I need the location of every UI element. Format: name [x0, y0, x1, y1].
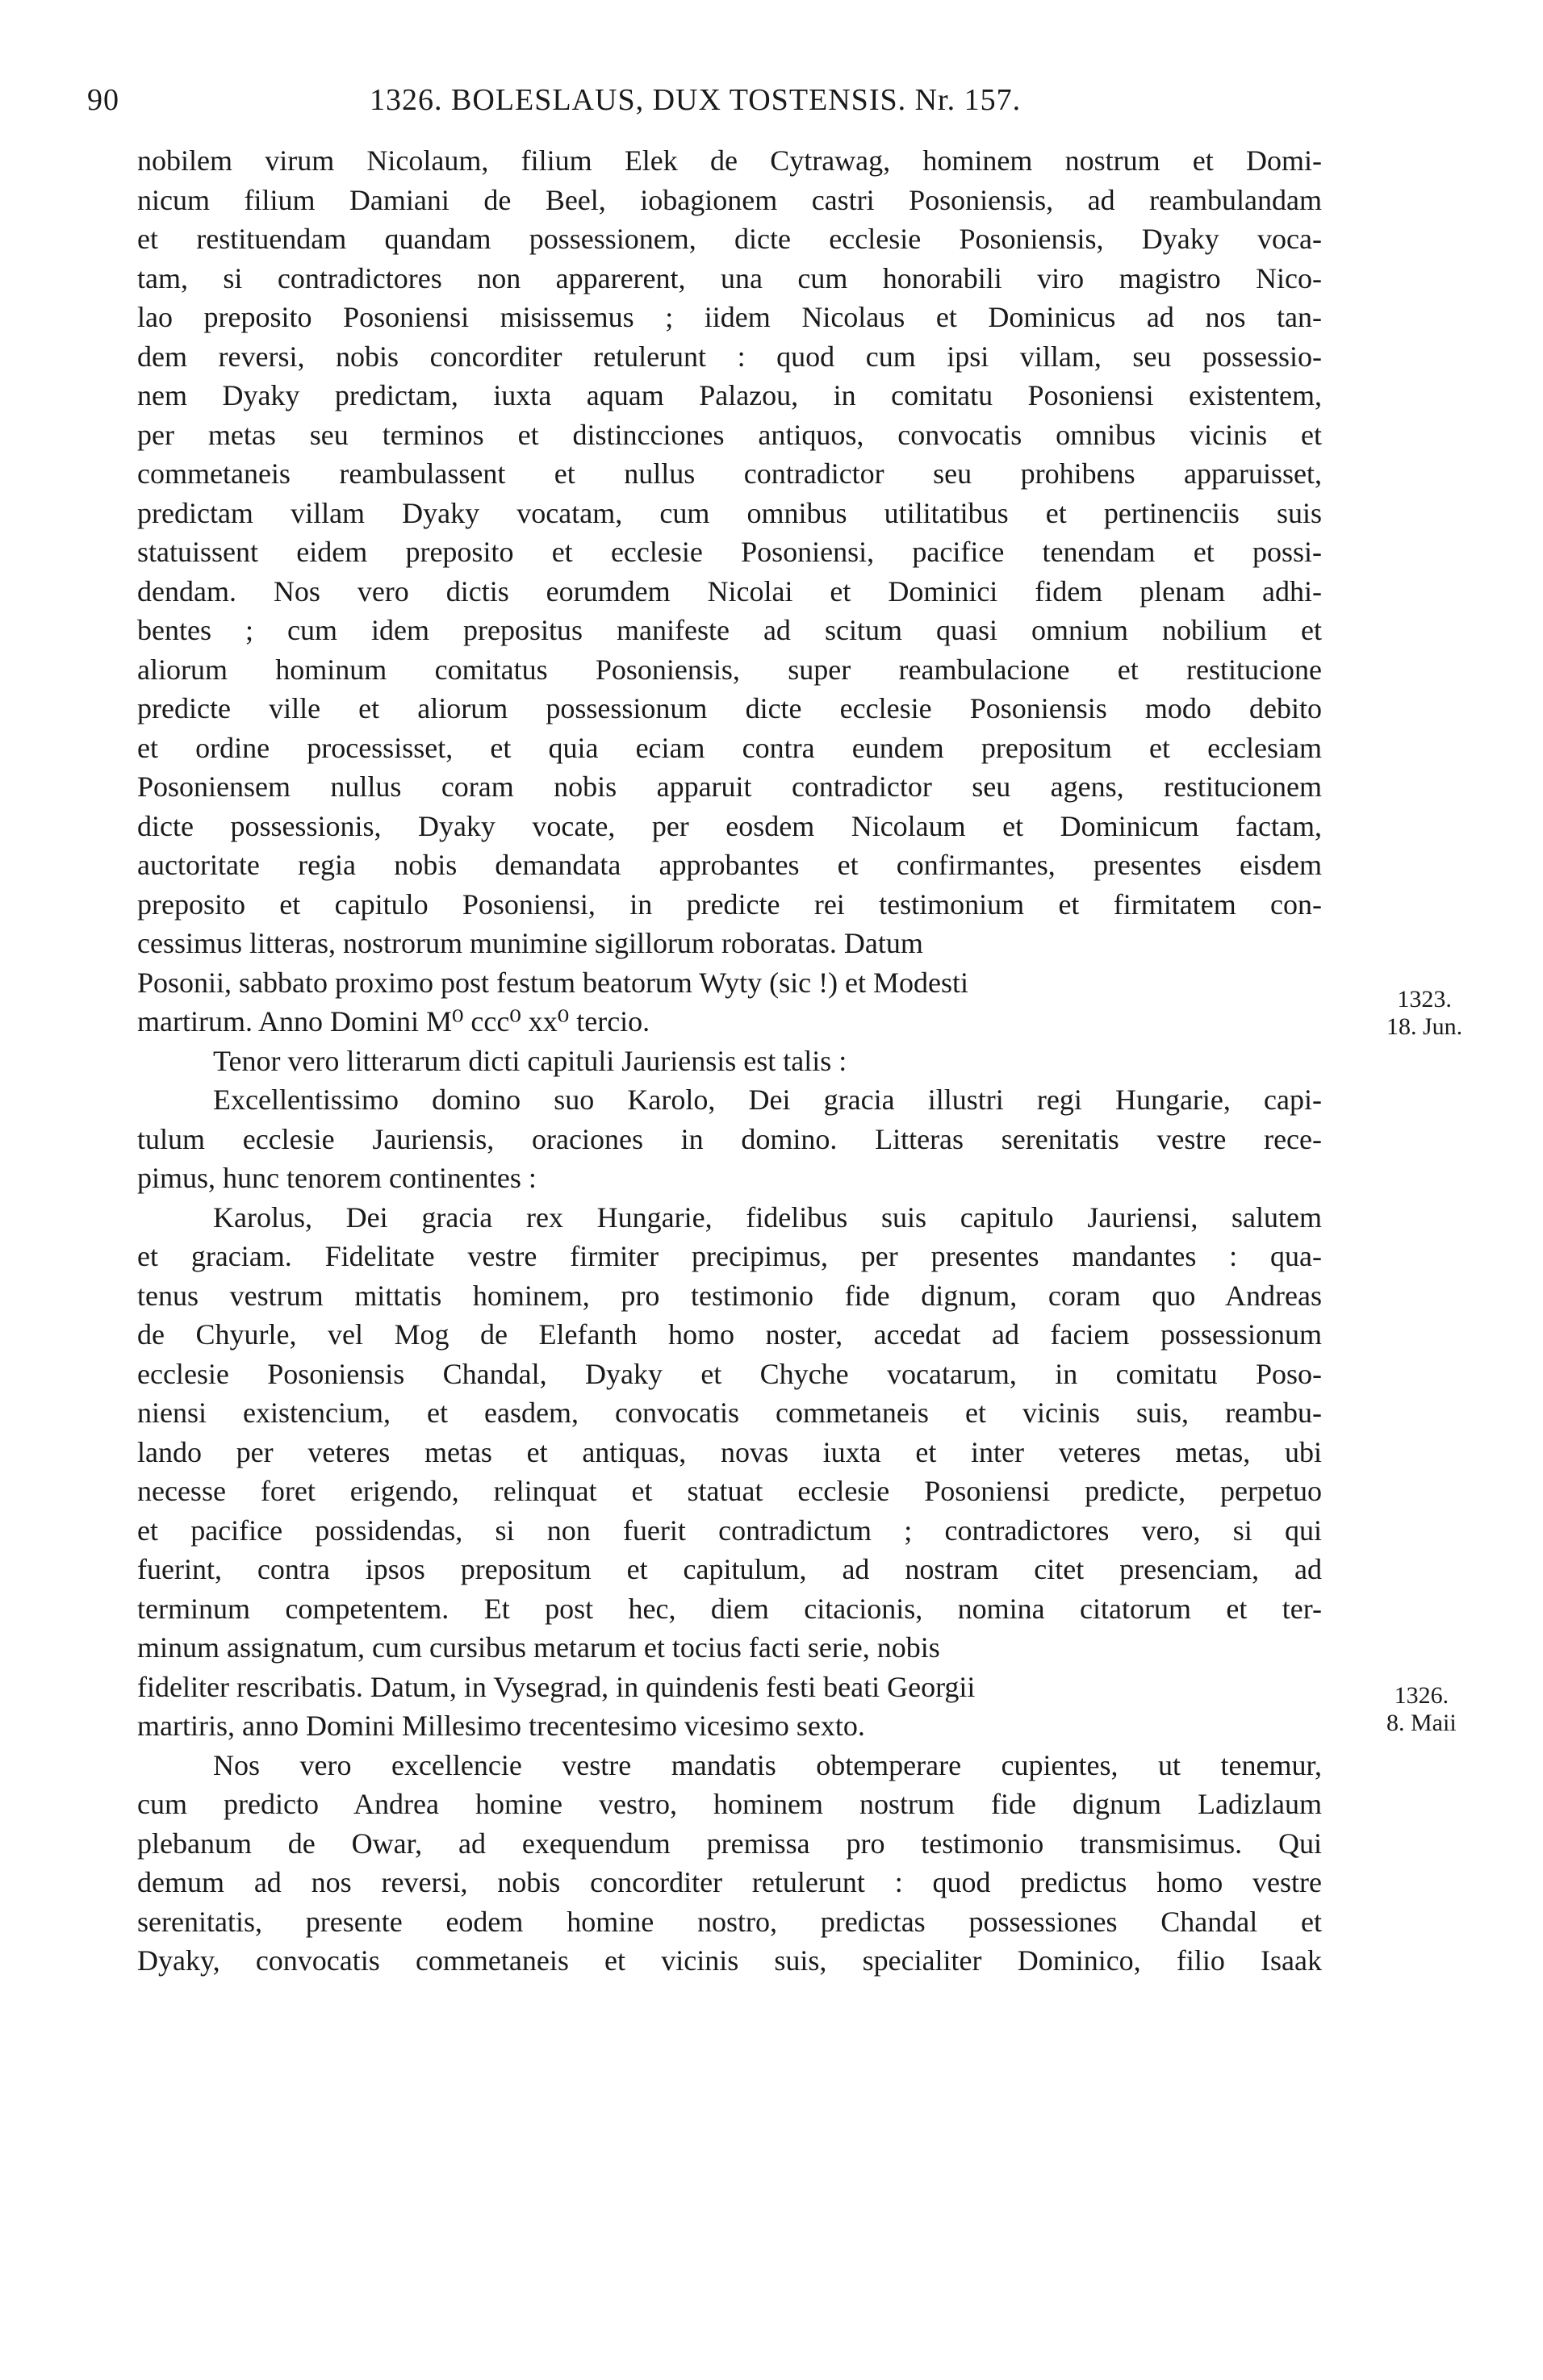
text-line: predicte ville et aliorum possessionum dicte ecclesie Posoniensis modo debito: [137, 692, 1322, 724]
text-line: terminum competentem. Et post hec, diem citacionis, nomina citatorum et ter-: [137, 1592, 1322, 1625]
margin-date-note: [1386, 1682, 1457, 1737]
text-line: Tenor vero litterarum dicti capituli Jauriensis est talis :: [213, 1044, 847, 1077]
text-line: lando per veteres metas et antiquas, novas iuxta et inter veteres metas, ubi: [137, 1435, 1322, 1468]
page-number: 90: [87, 83, 119, 117]
text-line: tulum ecclesie Jauriensis, oraciones in domino. Litteras serenitatis vestre rece-: [137, 1122, 1322, 1155]
text-line: cum predicto Andrea homine vestro, hominem nostrum fide dignum Ladizlaum: [137, 1788, 1322, 1820]
text-line: et pacifice possidendas, si non fuerit contradictum ; contradictores vero, si qui: [137, 1514, 1322, 1547]
document-body: [137, 141, 1322, 1981]
text-line: fuerint, contra ipsos prepositum et capitulum, ad nostram citet presenciam, ad: [137, 1553, 1322, 1585]
text-line: Posoniensem nullus coram nobis apparuit contradictor seu agens, restitucionem: [137, 770, 1322, 803]
text-line: niensi existencium, et easdem, convocatis commetaneis et vicinis suis, reambu-: [137, 1397, 1322, 1429]
text-line: nicum filium Damiani de Beel, iobagionem castri Posoniensis, ad reambulandam: [137, 183, 1322, 216]
text-line: tam, si contradictores non apparerent, una cum honorabili viro magistro Nico-: [137, 261, 1322, 294]
text-line: de Chyurle, vel Mog de Elefanth homo noster, accedat ad faciem possessionum: [137, 1318, 1322, 1351]
text-line: Dyaky, convocatis commetaneis et vicinis suis, specialiter Dominico, filio Isaak: [137, 1944, 1322, 1977]
text-line: predictam villam Dyaky vocatam, cum omnibus utilitatibus et pertinenciis suis: [137, 496, 1322, 529]
text-line: nem Dyaky predictam, iuxta aquam Palazou, in comitatu Posoniensi existentem,: [137, 379, 1322, 411]
text-line: Excellentissimo domino suo Karolo, Dei gracia illustri regi Hungarie, capi-: [213, 1084, 1322, 1116]
margin-note-date: 18. Jun.: [1386, 1013, 1463, 1040]
text-line: necesse foret erigendo, relinquat et statuat ecclesie Posoniensi predicte, perpetuo: [137, 1475, 1322, 1507]
margin-note-date: 8. Maii: [1386, 1710, 1457, 1736]
text-line: Posonii, sabbato proximo post festum beatorum Wyty (sic !) et Modesti: [137, 966, 969, 999]
text-line: serenitatis, presente eodem homine nostro, predictas possessiones Chandal et: [137, 1905, 1322, 1938]
text-line: aliorum hominum comitatus Posoniensis, super reambulacione et restitucione: [137, 653, 1322, 686]
text-line: commetaneis reambulassent et nullus contradictor seu prohibens apparuisset,: [137, 457, 1322, 490]
margin-note-year: 1326.: [1394, 1682, 1449, 1709]
text-line: et ordine processisset, et quia eciam contra eundem prepositum et ecclesiam: [137, 731, 1322, 764]
text-line: preposito et capitulo Posoniensi, in predicte rei testimonium et firmitatem con-: [137, 887, 1322, 921]
text-line: ecclesie Posoniensis Chandal, Dyaky et Chyche vocatarum, in comitatu Poso-: [137, 1357, 1322, 1390]
text-line: et graciam. Fidelitate vestre firmiter precipimus, per presentes mandantes : qua-: [137, 1240, 1322, 1272]
text-line: Karolus, Dei gracia rex Hungarie, fidelibus suis capitulo Jauriensi, salutem: [213, 1200, 1322, 1234]
text-line: martirum. Anno Domini M⁰ ccc⁰ xx⁰ tercio.: [137, 1005, 650, 1038]
text-line: dicte possessionis, Dyaky vocate, per eosdem Nicolaum et Dominicum factam,: [137, 809, 1322, 842]
text-line: martiris, anno Domini Millesimo trecentesimo vicesimo sexto.: [137, 1710, 865, 1742]
text-line: dendam. Nos vero dictis eorumdem Nicolai et Dominici fidem plenam adhi-: [137, 574, 1322, 608]
text-line: pimus, hunc tenorem continentes :: [137, 1162, 537, 1194]
text-line: dem reversi, nobis concorditer retulerunt : quod cum ipsi villam, seu possessio-: [137, 340, 1322, 373]
text-line: tenus vestrum mittatis hominem, pro testimonio fide dignum, coram quo Andreas: [137, 1279, 1322, 1312]
margin-date-note: [1386, 986, 1462, 1041]
text-line: bentes ; cum idem prepositus manifeste ad scitum quasi omnium nobilium et: [137, 614, 1322, 646]
text-line: cessimus litteras, nostrorum munimine sigillorum roboratas. Datum: [137, 927, 923, 959]
text-line: plebanum de Owar, ad exequendum premissa pro testimonio transmisimus. Qui: [137, 1827, 1322, 1860]
margin-note-year: 1323.: [1397, 986, 1452, 1013]
text-line: Nos vero excellencie vestre mandatis obtemperare cupientes, ut tenemur,: [213, 1748, 1322, 1781]
text-line: auctoritate regia nobis demandata approbantes et confirmantes, presentes eisdem: [137, 849, 1322, 881]
text-line: et restituendam quandam possessionem, dicte ecclesie Posoniensis, Dyaky voca-: [137, 223, 1322, 255]
text-line: nobilem virum Nicolaum, filium Elek de Cytrawag, hominem nostrum et Domi-: [137, 144, 1322, 177]
text-line: minum assignatum, cum cursibus metarum et tocius facti serie, nobis: [137, 1631, 940, 1664]
text-line: per metas seu terminos et distincciones antiquos, convocatis omnibus vicinis et: [137, 418, 1322, 451]
text-line: statuissent eidem preposito et ecclesie Posoniensi, pacifice tenendam et possi-: [137, 536, 1322, 568]
running-title: 1326. BOLESLAUS, DUX TOSTENSIS. Nr. 157.: [370, 83, 1022, 117]
text-line: lao preposito Posoniensi misissemus ; iidem Nicolaus et Dominicus ad nos tan-: [137, 301, 1322, 333]
text-line: demum ad nos reversi, nobis concorditer retulerunt : quod predictus homo vestre: [137, 1866, 1322, 1898]
text-line: fideliter rescribatis. Datum, in Vysegrad, in quindenis festi beati Georgii: [137, 1670, 976, 1703]
